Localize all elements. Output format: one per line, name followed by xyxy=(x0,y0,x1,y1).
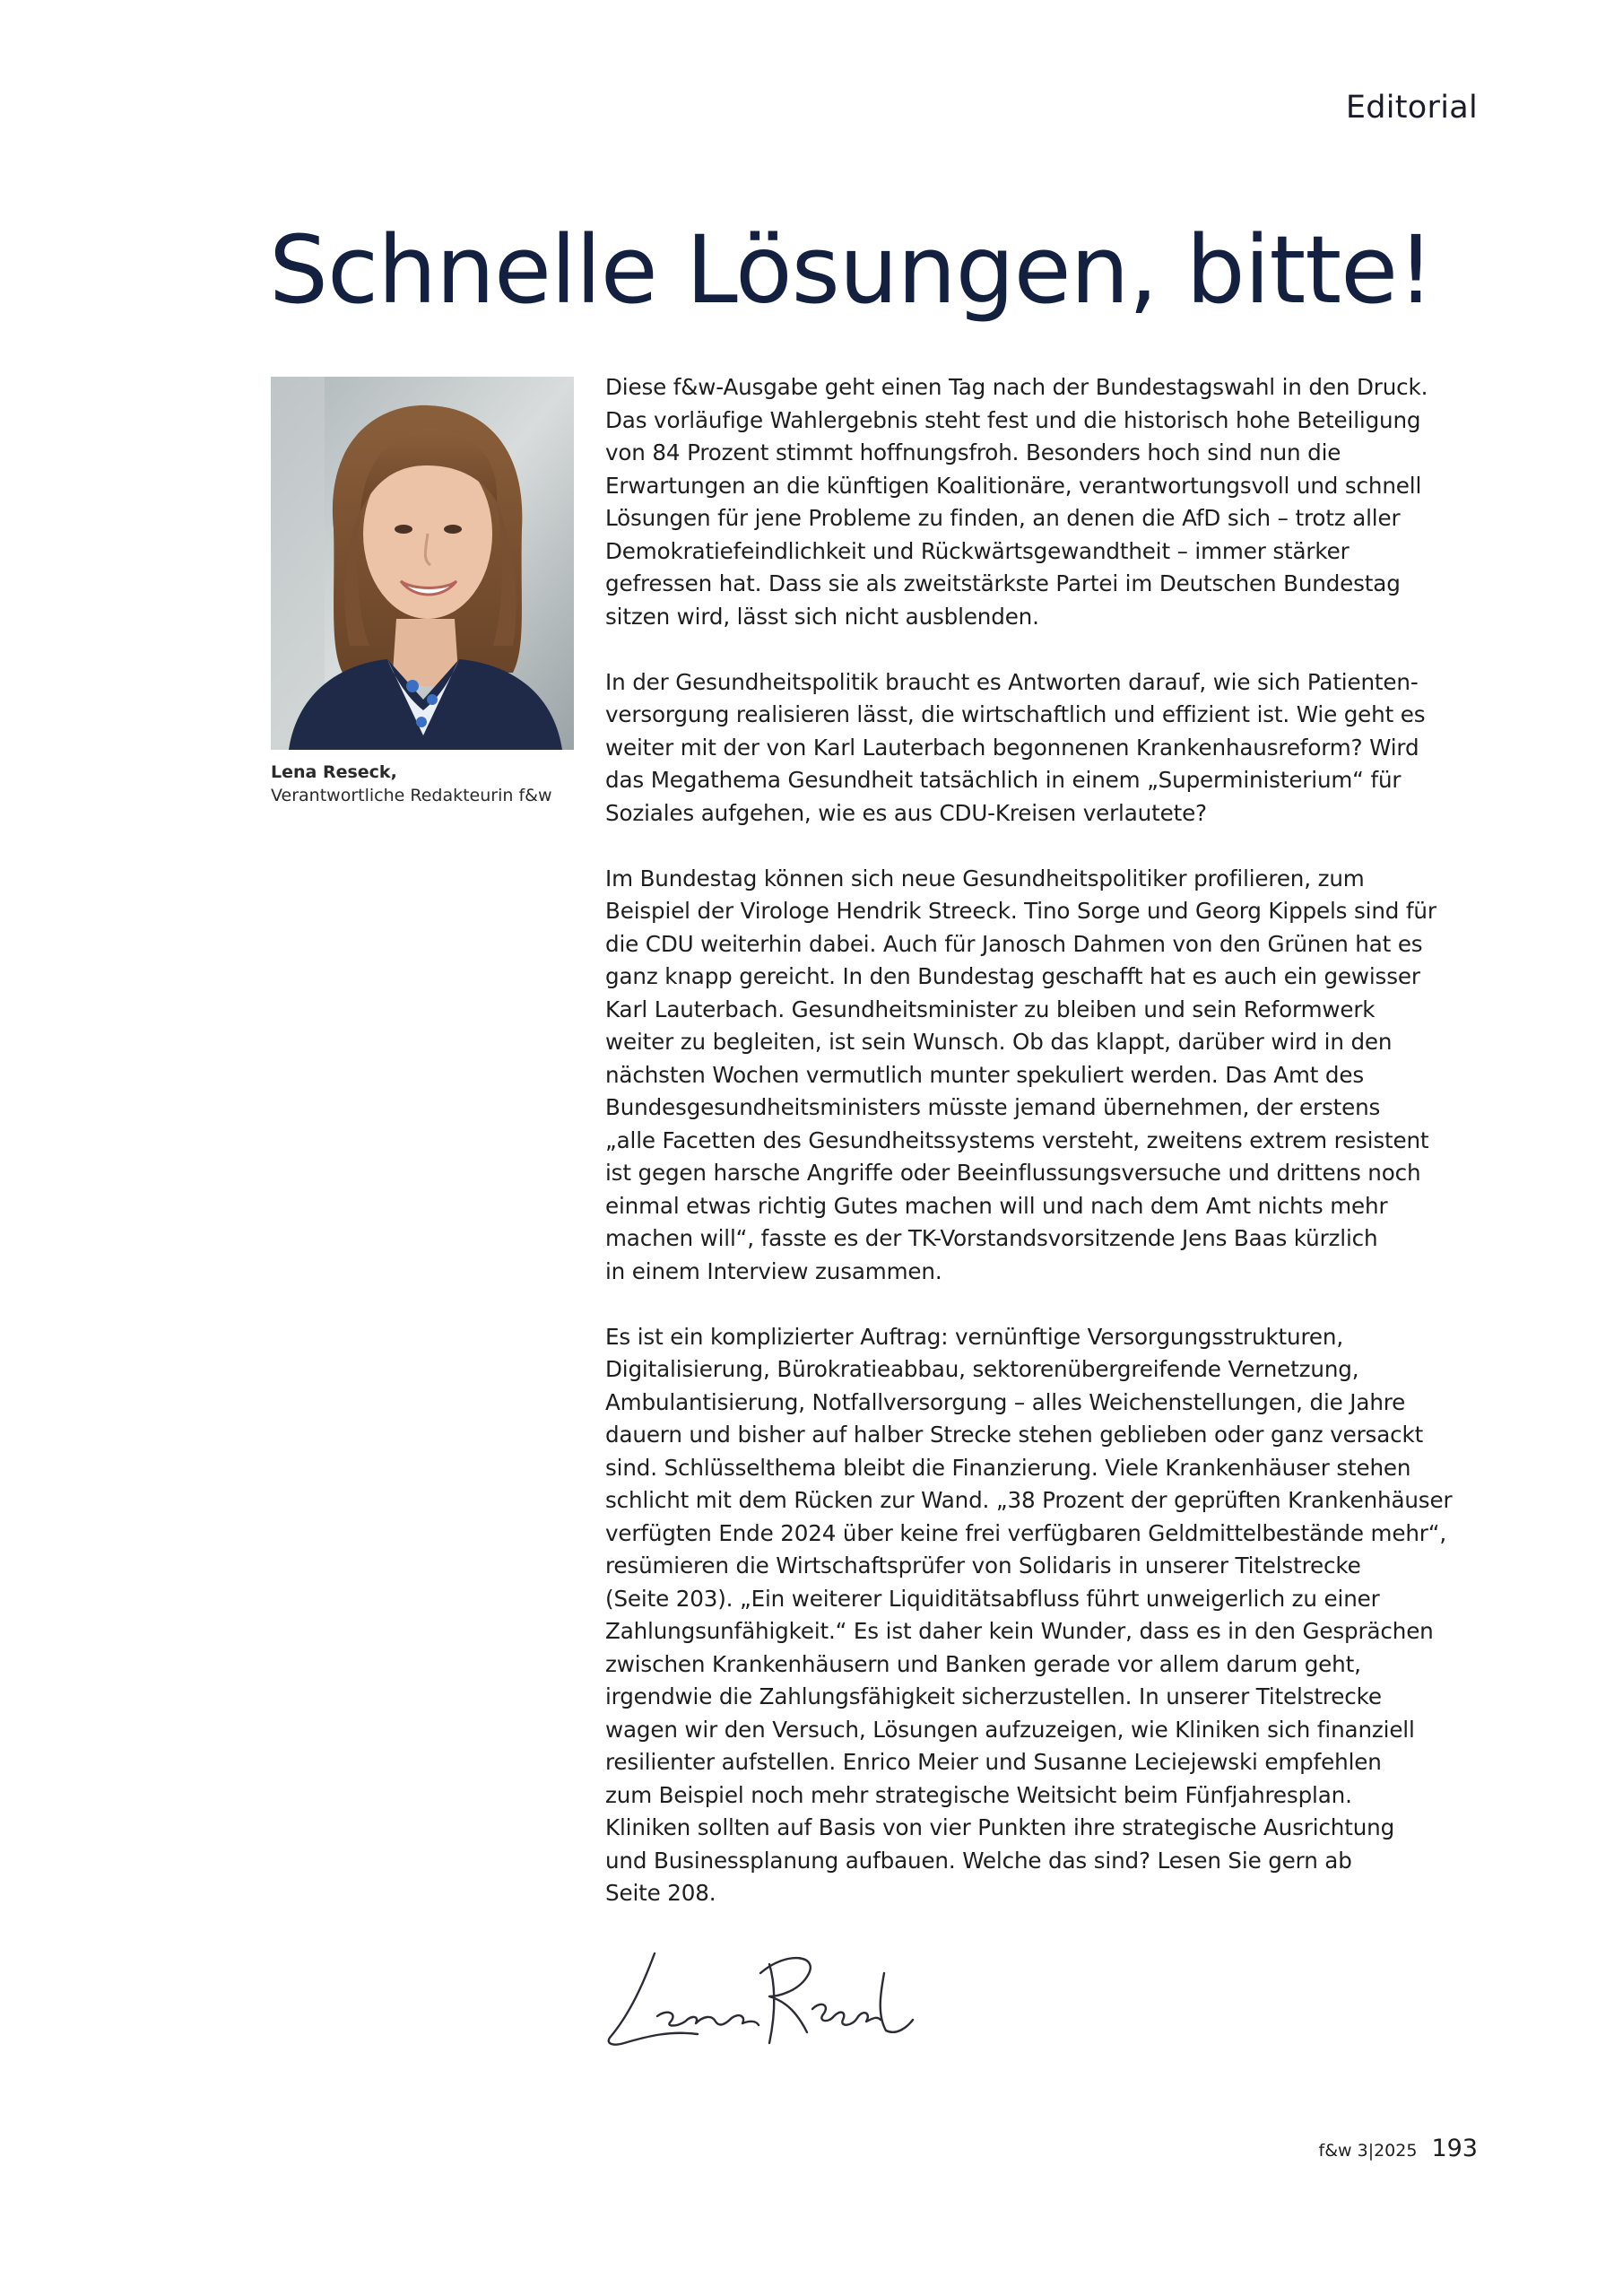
paragraph-line: Diese f&w-Ausgabe geht einen Tag nach der Bundestagswahl in den Druck. xyxy=(605,374,1428,400)
paragraph-line: nächsten Wochen vermutlich munter spekuliert werden. Das Amt des xyxy=(605,1061,1365,1088)
paragraph-line: einmal etwas richtig Gutes machen will und nach dem Amt nichts mehr xyxy=(605,1192,1388,1219)
paragraph-line: Im Bundestag können sich neue Gesundheitspolitiker profilieren, zum xyxy=(605,865,1365,891)
author-caption xyxy=(271,761,576,807)
paragraph-line: irgendwie die Zahlungsfähigkeit sicherzustellen. In unserer Titelstrecke xyxy=(605,1683,1382,1709)
paragraph-line: dauern und bisher auf halber Strecke stehen geblieben oder ganz versackt xyxy=(605,1422,1424,1448)
paragraph-line: gefressen hat. Dass sie als zweitstärkste Partei im Deutschen Bundestag xyxy=(605,570,1401,596)
paragraph-line: Kliniken sollten auf Basis von vier Punkten ihre strategische Ausrichtung xyxy=(605,1814,1395,1840)
paragraph-line: weiter mit der von Karl Lauterbach begonnenen Krankenhausreform? Wird xyxy=(605,734,1419,761)
paragraph-line: zum Beispiel noch mehr strategische Weitsicht beim Fünfjahresplan. xyxy=(605,1781,1352,1808)
paragraph-line: resümieren die Wirtschaftsprüfer von Solidaris in unserer Titelstrecke xyxy=(605,1552,1361,1578)
paragraph-line: das Megathema Gesundheit tatsächlich in einem „Superministerium“ für xyxy=(605,767,1402,793)
paragraph-line: sind. Schlüsselthema bleibt die Finanzierung. Viele Krankenhäuser stehen xyxy=(605,1454,1411,1481)
article-paragraph xyxy=(605,371,1484,633)
article-body xyxy=(605,371,1484,1943)
paragraph-line: resilienter aufstellen. Enrico Meier und Susanne Leciejewski empfehlen xyxy=(605,1749,1382,1775)
paragraph-line: sitzen wird, lässt sich nicht ausblenden. xyxy=(605,603,1039,630)
article-paragraph xyxy=(605,863,1484,1289)
paragraph-line: weiter zu begleiten, ist sein Wunsch. Ob das klappt, darüber wird in den xyxy=(605,1029,1393,1055)
paragraph-line: Erwartungen an die künftigen Koalitionäre, verantwortungsvoll und schnell xyxy=(605,472,1422,499)
paragraph-line: Demokratiefeindlichkeit und Rückwärtsgewandtheit – immer stärker xyxy=(605,537,1350,564)
paragraph-line: Es ist ein komplizierter Auftrag: vernünftige Versorgungsstrukturen, xyxy=(605,1323,1343,1350)
paragraph-line: die CDU weiterhin dabei. Auch für Janosch Dahmen von den Grünen hat es xyxy=(605,930,1423,957)
paragraph-line: In der Gesundheitspolitik braucht es Antworten darauf, wie sich Patienten- xyxy=(605,668,1419,695)
paragraph-line: und Businessplanung aufbauen. Welche das sind? Lesen Sie gern ab xyxy=(605,1847,1352,1874)
paragraph-line: von 84 Prozent stimmt hoffnungsfroh. Besonders hoch sind nun die xyxy=(605,439,1341,465)
paragraph-line: Das vorläufige Wahlergebnis steht fest und die historisch hohe Beteiligung xyxy=(605,406,1421,433)
paragraph-line: in einem Interview zusammen. xyxy=(605,1257,942,1284)
paragraph-line: Bundesgesundheitsministers müsste jemand übernehmen, der erstens xyxy=(605,1094,1381,1120)
paragraph-line: wagen wir den Versuch, Lösungen aufzuzeigen, wie Kliniken sich finanziell xyxy=(605,1716,1415,1743)
author-role: Verantwortliche Redakteurin f&w xyxy=(271,786,552,805)
paragraph-line: Digitalisierung, Bürokratieabbau, sektorenübergreifende Vernetzung, xyxy=(605,1356,1359,1382)
paragraph-line: Soziales aufgehen, wie es aus CDU-Kreisen verlautete? xyxy=(605,799,1207,826)
page-title: Schnelle Lösungen, bitte! xyxy=(269,215,1434,325)
article-paragraph xyxy=(605,1321,1484,1910)
page-number: 193 xyxy=(1431,2135,1478,2162)
paragraph-line: schlicht mit dem Rücken zur Wand. „38 Prozent der geprüften Krankenhäuser xyxy=(605,1487,1453,1513)
paragraph-line: Karl Lauterbach. Gesundheitsminister zu bleiben und sein Reformwerk xyxy=(605,996,1376,1022)
paragraph-line: versorgung realisieren lässt, die wirtschaftlich und effizient ist. Wie geht es xyxy=(605,701,1426,727)
section-label: Editorial xyxy=(1345,90,1478,126)
paragraph-line: Zahlungsunfähigkeit.“ Es ist daher kein Wunder, dass es in den Gesprächen xyxy=(605,1618,1434,1644)
paragraph-line: machen will“, fasste es der TK-Vorstandsvorsitzende Jens Baas kürzlich xyxy=(605,1225,1378,1251)
author-name: Lena Reseck, xyxy=(271,762,397,782)
paragraph-line: (Seite 203). „Ein weiterer Liquiditätsabfluss führt unweigerlich zu einer xyxy=(605,1585,1380,1612)
article-paragraph xyxy=(605,666,1484,831)
paragraph-line: zwischen Krankenhäusern und Banken gerade vor allem darum geht, xyxy=(605,1650,1361,1677)
paragraph-line: „alle Facetten des Gesundheitssystems versteht, zweitens extrem resistent xyxy=(605,1126,1429,1153)
issue-label: f&w 3|2025 xyxy=(1318,2141,1418,2161)
author-portrait xyxy=(271,377,574,750)
paragraph-line: verfügten Ende 2024 über keine frei verfügbaren Geldmittelbestände mehr“, xyxy=(605,1519,1446,1546)
paragraph-line: ganz knapp gereicht. In den Bundestag geschafft hat es auch ein gewisser xyxy=(605,963,1420,989)
paragraph-line: Seite 208. xyxy=(605,1880,716,1906)
paragraph-line: Ambulantisierung, Notfallversorgung – alles Weichenstellungen, die Jahre xyxy=(605,1388,1406,1415)
author-signature xyxy=(599,1937,922,2054)
paragraph-line: Beispiel der Virologe Hendrik Streeck. Tino Sorge und Georg Kippels sind für xyxy=(605,898,1436,924)
page-footer xyxy=(1319,2135,1478,2162)
paragraph-line: ist gegen harsche Angriffe oder Beeinflussungsversuche und drittens noch xyxy=(605,1160,1421,1186)
paragraph-line: Lösungen für jene Probleme zu finden, an denen die AfD sich – trotz aller xyxy=(605,505,1401,531)
